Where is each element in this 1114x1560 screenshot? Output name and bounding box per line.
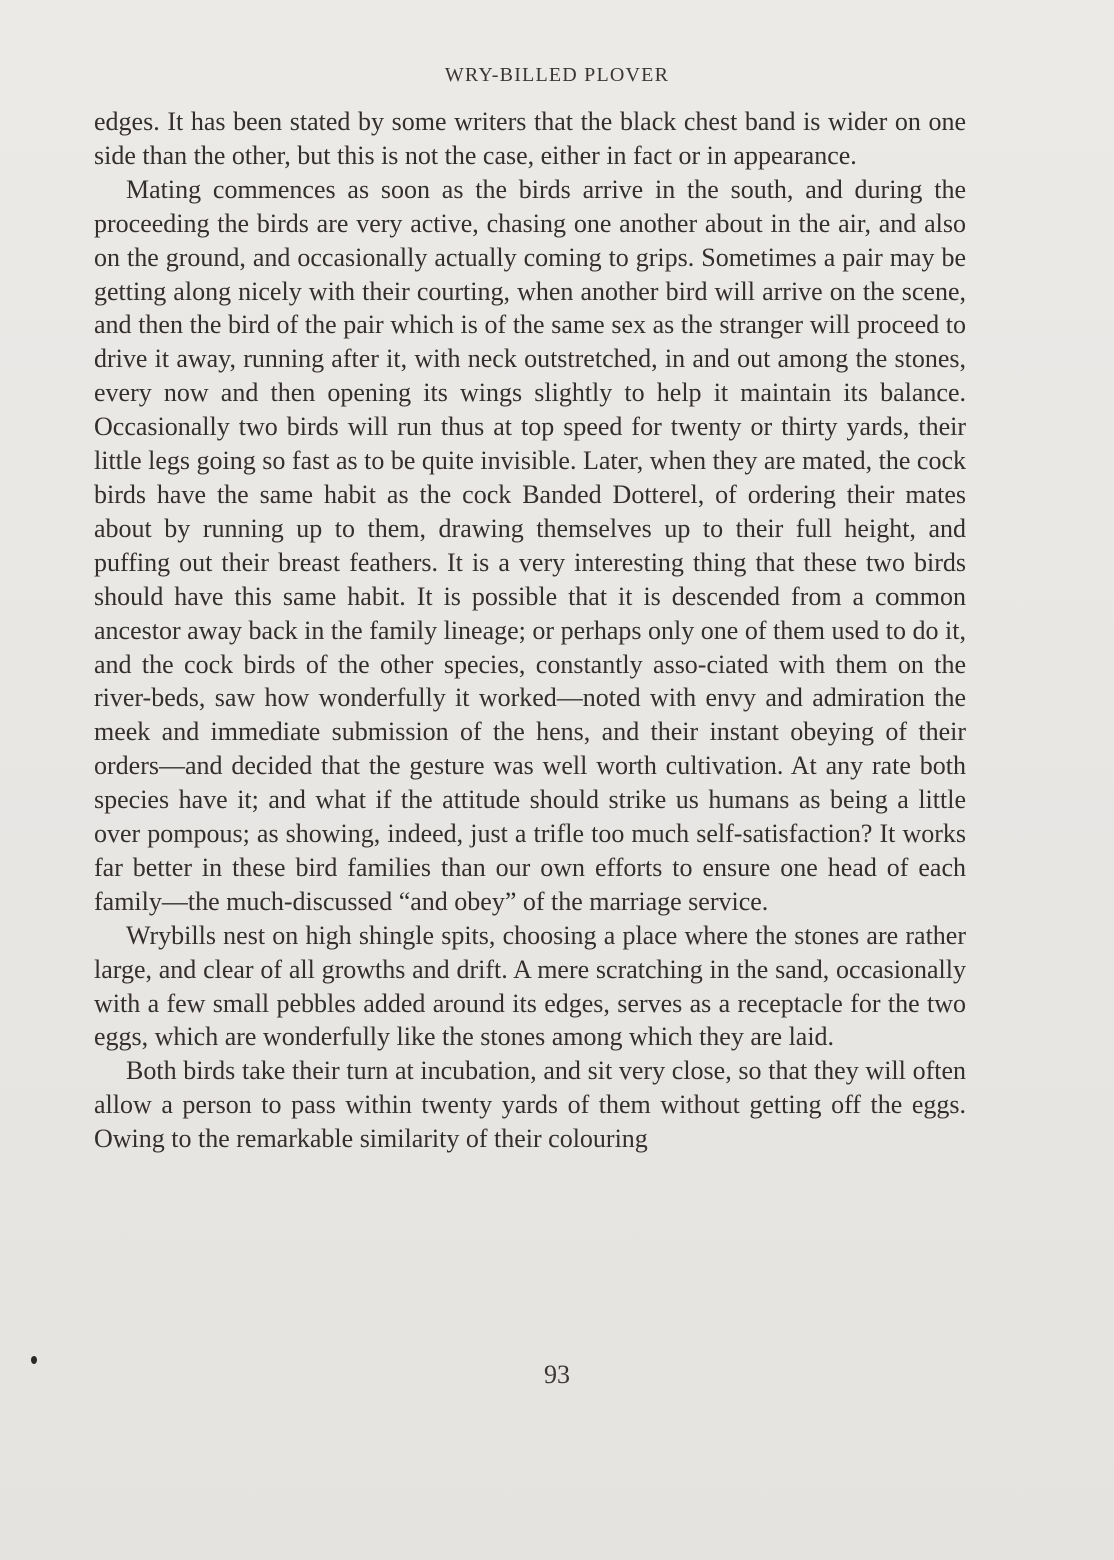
body-text: [94, 105, 966, 1156]
running-head: WRY-BILLED PLOVER: [444, 64, 670, 86]
paragraph-nesting: Wrybills nest on high shingle spits, choosing a place where the stones are rather large, and clear of all growths and drift. A mere scratching in the sand, occasionally with a few small pebbles added around its edges, serves as a receptacle for the two eggs, which are wonderfully like the stones among which they are laid.: [94, 920, 966, 1052]
paragraph-continued: edges. It has been stated by some writers that the black chest band is wider on one side than the other, but this is not the case, either in fact or in appearance.: [94, 107, 966, 170]
paragraph-mating: Mating commences as soon as the birds arrive in the south, and during the proceeding the birds are very active, chasing one another about in the air, and also on the ground, and occasionally actually coming to grips. Sometimes a pair may be getting along nicely with their courting, when another bird will arrive on the scene, and then the bird of the pair which is of the same sex as the stranger will proceed to drive it away, running after it, with neck outstretched, in and out among the stones, every now and then opening its wings slightly to help it maintain its balance. Occasionally two birds will run thus at top speed for twenty or thirty yards, their little legs going so fast as to be quite invisible. Later, when they are mated, the cock birds have the same habit as the cock Banded Dotterel, of ordering their mates about by running up to them, drawing themselves up to their full height, and puffing out their breast feathers. It is a very interesting thing that these two birds should have this same habit. It is possible that it is descended from a common ancestor away back in the family lineage; or perhaps only one of them used to do it, and the cock birds of the other species, constantly asso-ciated with them on the river-beds, saw how wonderfully it worked—noted with envy and admiration the meek and immediate submission of the hens, and their instant obeying of their orders—and decided that the gesture was well worth cultivation. At any rate both species have it; and what if the attitude should strike us humans as being a little over pompous; as showing, indeed, just a trifle too much self-satisfaction? It works far better in these bird families than our own efforts to ensure one head of each family—the much-discussed “and obey” of the marriage service.: [94, 174, 966, 916]
paragraph-incubation: Both birds take their turn at incubation, and sit very close, so that they will often allow a person to pass within twenty yards of them without getting off the eggs. Owing to the remarkable similarity of their colouring: [94, 1056, 966, 1154]
ink-speck: [31, 1356, 37, 1364]
page-number: 93: [544, 1360, 570, 1389]
